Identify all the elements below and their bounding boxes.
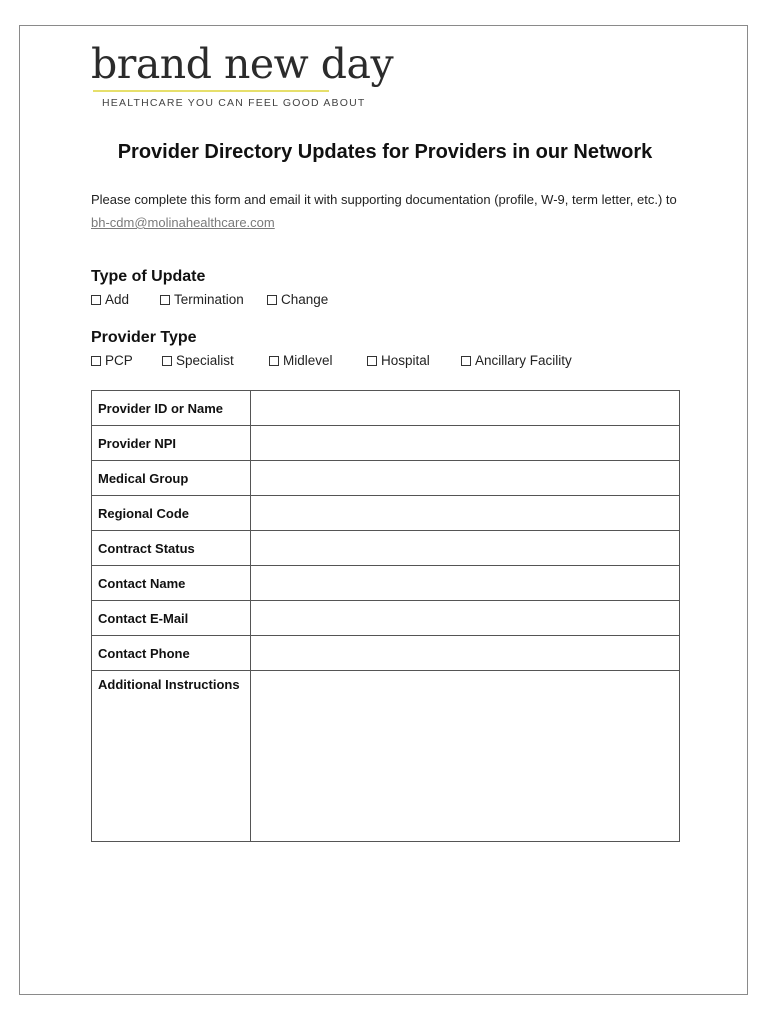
contract-status-field[interactable]: [251, 531, 680, 566]
checkbox-square-icon: [269, 356, 279, 366]
field-label: Contact Name: [92, 566, 251, 601]
logo-underline: [93, 90, 329, 92]
additional-instructions-field[interactable]: [251, 671, 680, 842]
intro-text: Please complete this form and email it with supporting documentation (profile, W-9, term letter, etc.) to: [91, 192, 677, 207]
brand-logo: [91, 38, 393, 90]
table-row: [92, 601, 680, 636]
email-link[interactable]: bh-cdm@molinahealthcare.com: [91, 215, 275, 230]
checkbox-hospital[interactable]: [367, 353, 430, 368]
intro-paragraph: [91, 188, 691, 234]
field-label: Contact Phone: [92, 636, 251, 671]
checkbox-change[interactable]: [267, 292, 328, 307]
checkbox-square-icon: [91, 295, 101, 305]
table-row: [92, 426, 680, 461]
checkbox-square-icon: [367, 356, 377, 366]
checkbox-ancillary-facility[interactable]: [461, 353, 572, 368]
contact-email-field[interactable]: [251, 601, 680, 636]
contact-phone-field[interactable]: [251, 636, 680, 671]
medical-group-field[interactable]: [251, 461, 680, 496]
option-label: Add: [105, 292, 130, 307]
option-label: PCP: [105, 353, 133, 368]
table-row: [92, 531, 680, 566]
option-label: Midlevel: [283, 353, 333, 368]
table-row: [92, 461, 680, 496]
checkbox-square-icon: [461, 356, 471, 366]
field-label: Provider ID or Name: [92, 391, 251, 426]
checkbox-pcp[interactable]: [91, 353, 133, 368]
checkbox-square-icon: [91, 356, 101, 366]
option-label: Ancillary Facility: [475, 353, 572, 368]
regional-code-field[interactable]: [251, 496, 680, 531]
option-label: Hospital: [381, 353, 430, 368]
table-row: [92, 496, 680, 531]
table-row: [92, 671, 680, 842]
checkbox-square-icon: [162, 356, 172, 366]
field-label: Regional Code: [92, 496, 251, 531]
field-label: Provider NPI: [92, 426, 251, 461]
option-label: Specialist: [176, 353, 234, 368]
provider-details-table: [91, 390, 680, 842]
provider-id-field[interactable]: [251, 391, 680, 426]
checkbox-square-icon: [267, 295, 277, 305]
table-row: [92, 636, 680, 671]
logo-tagline: HEALTHCARE YOU CAN FEEL GOOD ABOUT: [102, 97, 366, 109]
provider-npi-field[interactable]: [251, 426, 680, 461]
checkbox-midlevel[interactable]: [269, 353, 333, 368]
option-label: Termination: [174, 292, 244, 307]
option-label: Change: [281, 292, 329, 307]
provider-type-heading: Provider Type: [91, 329, 197, 346]
type-of-update-heading: Type of Update: [91, 268, 206, 285]
field-label: Contact E-Mail: [92, 601, 251, 636]
field-label: Medical Group: [92, 461, 251, 496]
checkbox-add[interactable]: [91, 292, 129, 307]
field-label: Additional Instructions: [92, 671, 251, 842]
table-row: [92, 391, 680, 426]
checkbox-specialist[interactable]: [162, 353, 234, 368]
logo-wordmark: brand new day: [91, 40, 394, 88]
table-row: [92, 566, 680, 601]
checkbox-termination[interactable]: [160, 292, 244, 307]
checkbox-square-icon: [160, 295, 170, 305]
page-title: Provider Directory Updates for Providers in our Network: [117, 141, 653, 163]
contact-name-field[interactable]: [251, 566, 680, 601]
field-label: Contract Status: [92, 531, 251, 566]
